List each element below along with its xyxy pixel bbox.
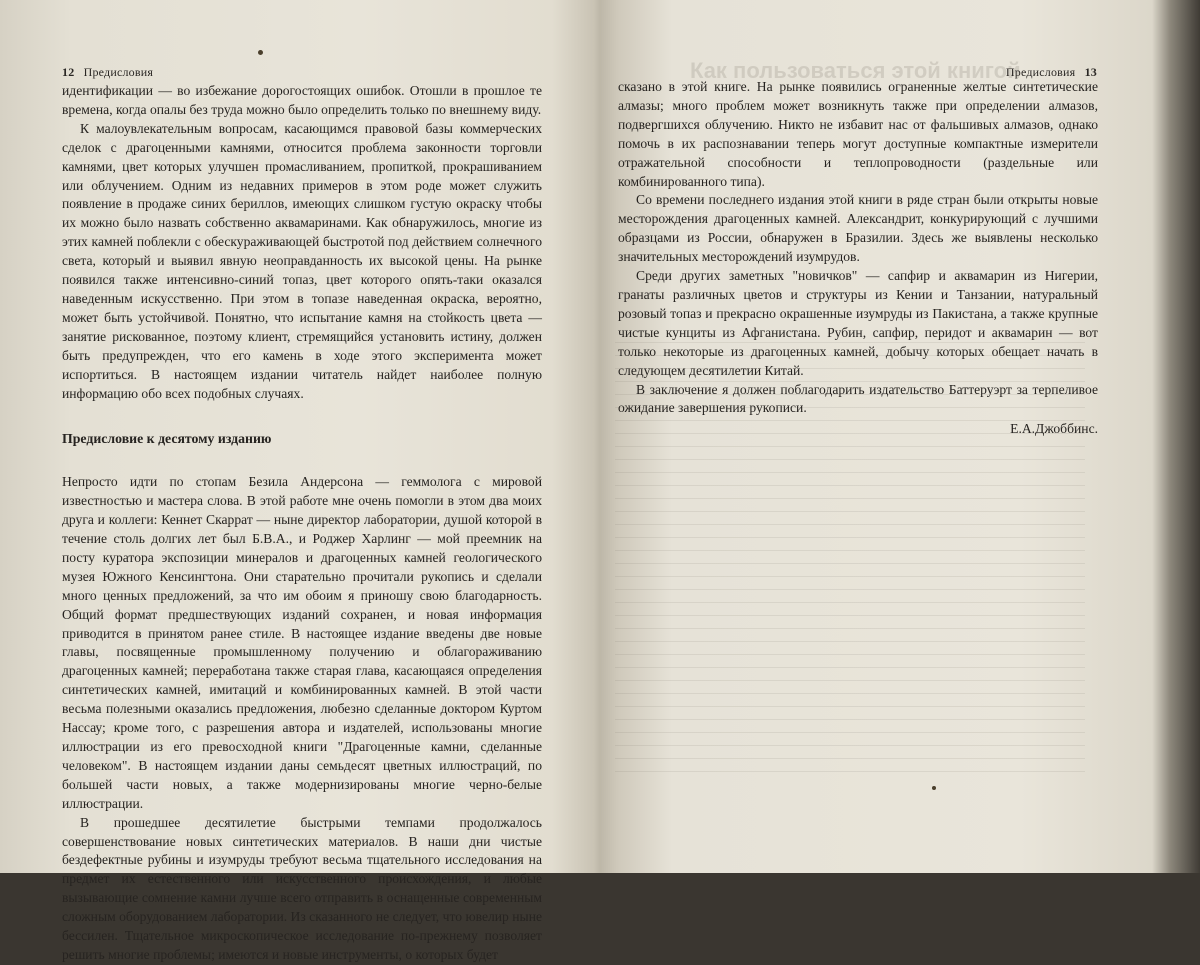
right-page bbox=[585, 0, 1200, 873]
left-page bbox=[0, 0, 585, 962]
section-heading: Предисловие к десятому изданию bbox=[62, 431, 272, 447]
paragraph: В заключение я должен поблагодарить издательство Баттеруэрт за терпеливое ожидание завершения рукописи. bbox=[618, 381, 1098, 416]
paragraph: идентификации — во избежание дорогостоящих ошибок. Отошли в прошлое те времена, когда опалы без труда можно было определить только по внешнему виду. bbox=[62, 83, 542, 117]
paragraph: Со времени последнего издания этой книги в ряде стран были открыты новые месторождения драгоценных камней. Александрит, конкурирующий с лучшими образцами из России, обнаружен в Бразилии. Здесь же выявлены несколько значительных месторождений изумрудов. bbox=[618, 192, 1098, 265]
paragraph: сказано в этой книге. На рынке появились ограненные желтые синтетические алмазы; много проблем может возникнуть также при определении алмазов, подвергшихся облучению. Никто не избавит нас от фальшивых алмазов, однако помочь в их распознавании теперь могут доступные компактные измерители отражательной способности и теплопроводности (раздельные или комбинированного типа). bbox=[618, 79, 1098, 189]
paragraph: В прошедшее десятилетие быстрыми темпами продолжалось совершенствование новых синтетических материалов. В наши дни чистые бездефектные рубины и изумруды требуют весьма тщательного исследования на предмет их естественного или искусственного происхождения, и любые вызывающие сомнение камни лучше всего отправить в оснащенные современным сложным оборудованием лаборатории. Из сказанного не следует, что ювелир ныне бессилен. Тщательное микроскопическое исследование по-прежнему позволяет решить многие проблемы; имеются и новые инструменты, о которых будет bbox=[62, 814, 542, 962]
show-through-heading: Как пользоваться этой книгой bbox=[690, 58, 1021, 83]
page-number: 13 bbox=[1084, 65, 1097, 79]
paragraph: К малоувлекательным вопросам, касающимся правовой базы коммерческих сделок с драгоценными камнями, относится проблема законности торговли камнями, цвет которых улучшен промасливанием, пропиткой, прокрашиванием или облучением. Одним из недавних примеров в этом роде может служить появление в продаже синих бериллов, имеющих слишком густую окраску чтобы их можно было назвать собственно аквамаринами. Как обнаружилось, многие из этих камней поблекли с обескураживающей быстротой под действием солнечного света, который и выявил явную неоправданность их высокой цены. На рынке появился также интенсивно-синий топаз, цвет которого опять-таки оказался наведенным искусственно. При этом в топазе наведенная окраска, вероятно, может быть устойчивой. Понятно, что испытание камня на стойкость цвета — занятие рискованное, поэтому клиент, стремящийся установить истину, должен быть предупрежден, что его камень в ходе этого эксперимента может испортиться. В настоящем издании читатель найдет наиболее полную информацию обо всех подобных случаях. bbox=[62, 120, 542, 401]
left-text-block bbox=[62, 82, 542, 965]
paragraph: Непросто идти по стопам Безила Андерсона — геммолога с мировой известностью и мастера слова. В этой работе мне очень помогли в этом два моих друга и коллеги: Кеннет Скаррат — ныне директор лаборатории, душой которой в течение столь долгих лет был Б.В.А., и Роджер Харлинг — мой преемник на посту куратора экспозиции минералов и драгоценных камней геологического музея Южного Кенсингтона. Они старательно прочитали рукопись и сделали много ценных предложений, за что им обоим я приношу свою благодарность. Общий формат предшествующих изданий сохранен, и новая информация приводится в принятом ранее стиле. В настоящее издание введены две новые главы, посвященные промышленному получению и облагораживанию драгоценных камней; переработана также старая глава, касающаяся определения синтетических камней, имитаций и комбинированных камней. В этой части весьма полезными оказались предложения, любезно сделанные доктором Куртом Нассау; кроме того, с разрешения автора и издателей, использованы многие иллюстрации из его превосходной книги "Драгоценные камни, сделанные человеком". В настоящем издании даны семьдесят цветных иллюстраций, по большей части новых, а также модернизированы многие черно-белые иллюстрации. bbox=[62, 474, 542, 811]
paragraph: Среди других заметных "новичков" — сапфир и аквамарин из Нигерии, гранаты различных цветов и структуры из Кении и Танзании, натуральный розовый топаз и прекрасно окрашенные изумруды из Пакистана, а также крупные чистые кунциты из Афганистана. Рубин, сапфир, перидот и аквамарин — вот только некоторые из драгоценных камней, добычу которых обещает начать в следующем десятилетии Китай. bbox=[618, 268, 1098, 378]
running-head-title: Предисловия bbox=[1005, 65, 1076, 79]
running-head-title: Предисловия bbox=[83, 65, 154, 79]
page-number: 12 bbox=[62, 65, 75, 79]
author-signature: Е.А.Джоббинс. bbox=[1010, 421, 1098, 437]
right-text-block bbox=[618, 78, 1098, 439]
running-head-left bbox=[62, 65, 153, 80]
